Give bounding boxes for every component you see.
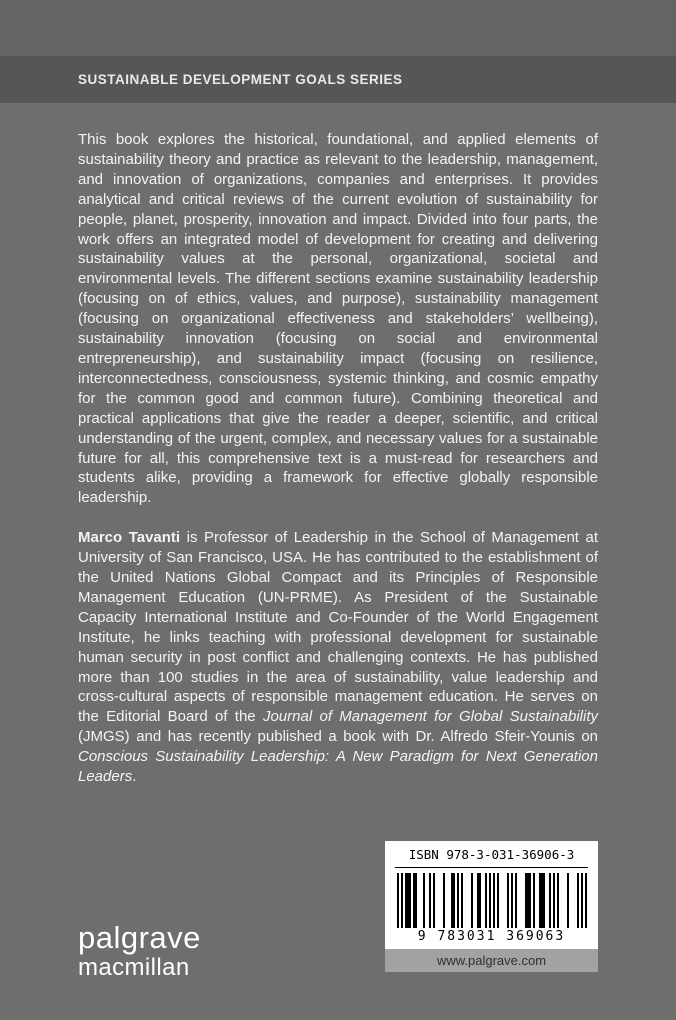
barcode-digits: 9 783031 369063	[417, 929, 566, 944]
series-title: SUSTAINABLE DEVELOPMENT GOALS SERIES	[78, 72, 403, 87]
book-description: This book explores the historical, foundational, and applied elements of sustainability theory and practice as relevant to the leadership, management, and innovation of organizations, companies and enterprises. It provides analytical and critical reviews of the current evolution of sustainability for people, planet, prosperity, innovation and impact. Divided into four parts, the work offers an integrated model of development for creating and delivering sustainability values at the personal, organizational, societal and environmental levels. The different sections examine sustainability leadership (focusing on of ethics, values, and purpose), sustainability management (focusing on organizational effectiveness and stakeholders’ wellbeing), sustainability innovation (focusing on social and environmental entrepreneurship), and sustainability impact (focusing on resilience, interconnectedness, consciousness, systemic thinking, and cosmic empathy for the common good and common future). Combining theoretical and practical applications that give the reader a deeper, scientific, and critical understanding of the urgent, complex, and necessary values for a sustainable future for all, this comprehensive text is a must-read for researchers and students alike, providing a framework for effective globally responsible leadership.	[78, 131, 598, 507]
book-title: Conscious Sustainability Leadership: A New Paradigm for Next Generation Leaders	[78, 748, 598, 786]
journal-title: Journal of Management for Global Sustainability	[262, 708, 598, 726]
cover-text	[78, 130, 598, 787]
author-name: Marco Tavanti	[78, 529, 181, 547]
author-bio	[78, 528, 598, 787]
bio-text-2: (JMGS) and has recently published a book with Dr. Alfredo Sfeir-Younis on	[78, 728, 598, 746]
publisher-website: www.palgrave.com	[385, 949, 598, 972]
publisher-logo	[78, 922, 201, 980]
publisher-name-palgrave: palgrave	[78, 920, 201, 955]
publisher-name-macmillan: macmillan	[78, 954, 190, 981]
bio-text-3: .	[132, 768, 137, 786]
isbn-number: ISBN 978-3-031-36906-3	[395, 847, 588, 868]
barcode-panel	[385, 841, 598, 949]
isbn-barcode-block	[385, 841, 598, 972]
top-strip	[0, 0, 676, 56]
barcode	[397, 873, 587, 928]
series-band	[0, 56, 676, 103]
bio-text-1: is Professor of Leadership in the School of Management at University of San Francisco, USA. He has contributed to the establishment of the United Nations Global Compact and its Principles of Responsible Management Education (UN-PRME). As President of the Sustainable Capacity International Institute and Co-Founder of the World Engagement Institute, he links teaching with professional development for sustainable human security in post conflict and challenging contexts. He has published more than 100 studies in the area of sustainability, value leadership and cross-cultural aspects of responsible management education. He serves on the Editorial Board of the	[78, 529, 598, 726]
